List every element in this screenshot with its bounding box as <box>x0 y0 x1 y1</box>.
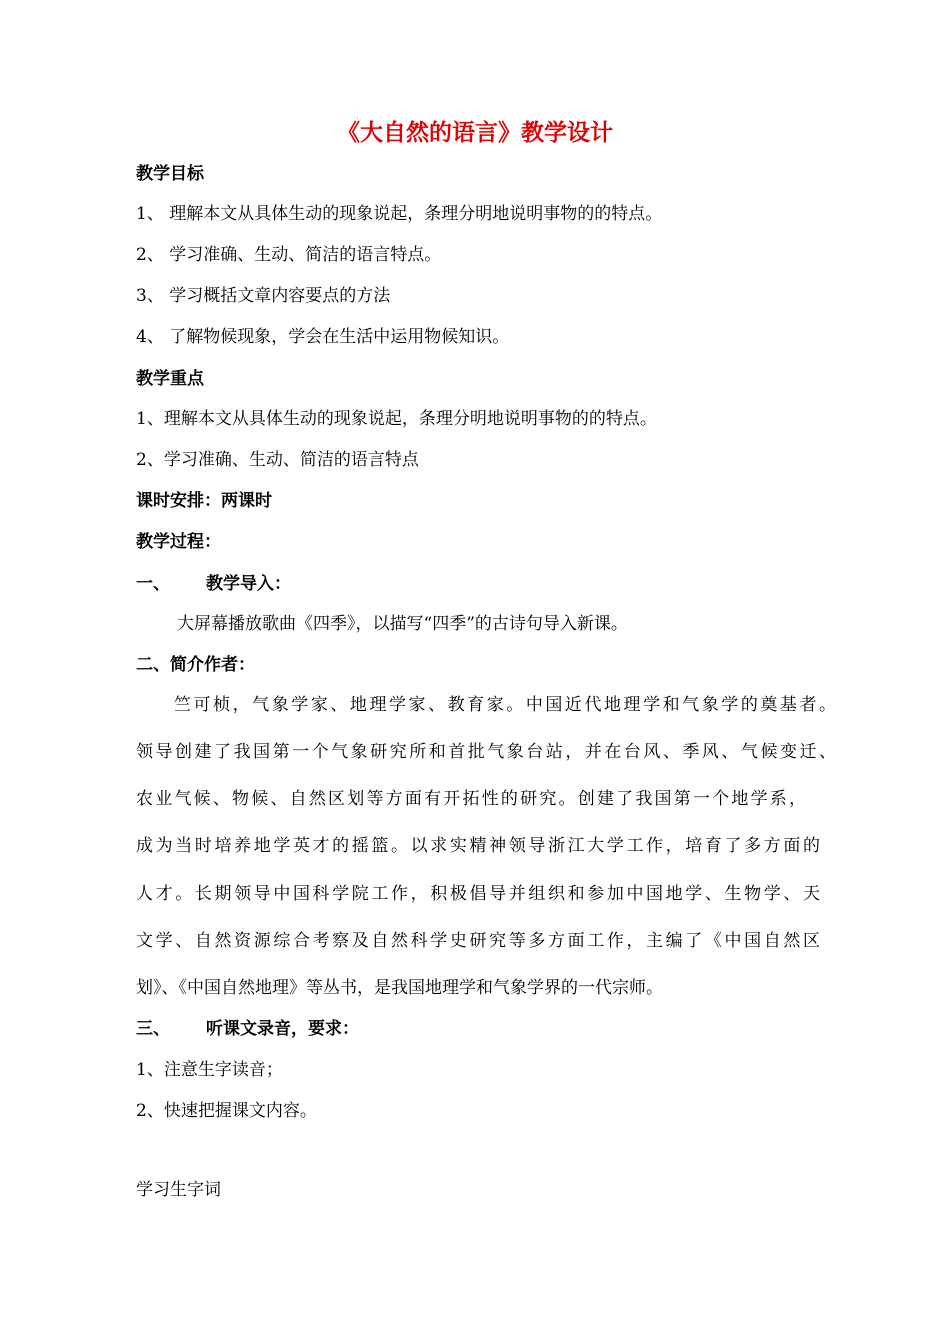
focus-heading: 教学重点 <box>136 369 204 389</box>
step1-text: 大屏幕播放歌曲《四季》，以描写“四季”的古诗句导入新课。 <box>177 614 628 634</box>
step3-heading <box>136 1017 359 1041</box>
objective-item: 1、 理解本文从具体生动的现象说起，条理分明地说明事物的的特点。 <box>136 204 663 224</box>
focus-item: 2、学习准确、生动、简洁的语言特点 <box>136 450 419 470</box>
step3-number: 三、 <box>136 1019 170 1039</box>
requirement-item: 1、注意生字读音； <box>136 1060 283 1080</box>
process-heading: 教学过程： <box>136 532 221 552</box>
objectives-heading: 教学目标 <box>136 164 204 184</box>
document-title: 《大自然的语言》教学设计 <box>337 120 613 146</box>
author-paragraph-line: 竺可桢，气象学家、地理学家、教育家。中国近代地理学和气象学的奠基者。 <box>174 695 836 715</box>
focus-item: 1、理解本文从具体生动的现象说起，条理分明地说明事物的的特点。 <box>136 409 657 429</box>
step1-title: 教学导入： <box>206 574 291 594</box>
requirement-item: 2、快速把握课文内容。 <box>136 1101 317 1121</box>
step1-number: 一、 <box>136 574 170 594</box>
author-paragraph-line: 划》、《中国自然地理》等丛书，是我国地理学和气象学界的一代宗师。 <box>136 978 663 998</box>
step2-heading: 二、简介作者： <box>136 655 255 675</box>
author-paragraph-line: 成为当时培养地学英才的摇篮。以求实精神领导浙江大学工作，培育了多方面的 <box>136 836 820 856</box>
vocab-heading: 学习生字词 <box>136 1180 221 1200</box>
objective-item: 3、 学习概括文章内容要点的方法 <box>136 286 391 306</box>
schedule-text: 课时安排：两课时 <box>136 491 272 511</box>
step3-title: 听课文录音，要求： <box>206 1019 359 1039</box>
author-paragraph-line: 人才。长期领导中国科学院工作，积极倡导并组织和参加中国地学、生物学、天 <box>136 884 820 904</box>
objective-item: 4、 了解物候现象，学会在生活中运用物候知识。 <box>136 327 510 347</box>
author-paragraph-line: 领导创建了我国第一个气象研究所和首批气象台站，并在台风、季风、气候变迁、 <box>136 742 836 762</box>
author-paragraph-line: 文学、自然资源综合考察及自然科学史研究等多方面工作，主编了《中国自然区 <box>136 931 820 951</box>
author-paragraph-line: 农业气候、物候、自然区划等方面有开拓性的研究。创建了我国第一个地学系， <box>136 789 806 809</box>
objective-item: 2、 学习准确、生动、简洁的语言特点。 <box>136 245 442 265</box>
step1-heading <box>136 572 291 596</box>
